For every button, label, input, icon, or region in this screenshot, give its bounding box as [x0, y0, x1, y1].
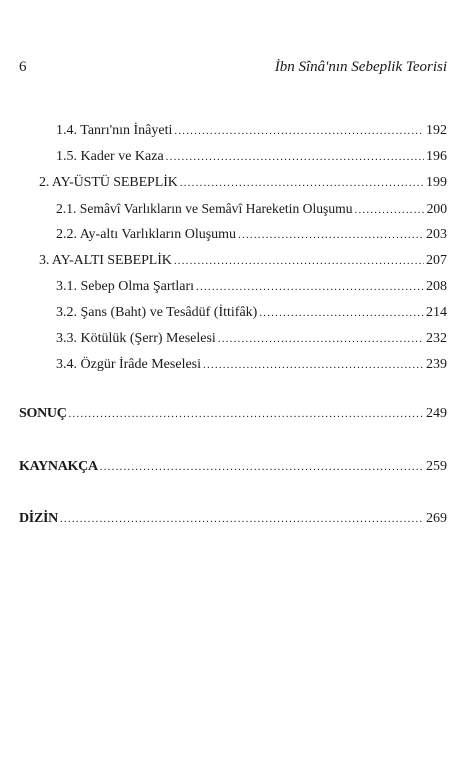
toc-entry-label: 2.1. Semâvî Varlıkların ve Semâvî Hareketin Oluşumu	[56, 201, 353, 216]
toc-entry-label: KAYNAKÇA	[19, 459, 98, 474]
toc-entry	[19, 458, 447, 476]
toc-entry-label: SONUÇ	[19, 406, 67, 421]
toc-entry-label: 3. AY-ALTI SEBEPLİK	[39, 253, 172, 268]
toc-entry-label: 3.1. Sebep Olma Şartları	[56, 279, 195, 294]
toc-entry	[56, 330, 447, 348]
dot-leader	[355, 201, 425, 219]
dot-leader	[69, 405, 424, 423]
toc-entry-label: 3.3. Kötülük (Şerr) Meselesi	[56, 331, 216, 346]
toc-entry-page: 203	[426, 227, 447, 242]
running-title: İbn Sînâ'nın Sebeplik Teorisi	[274, 59, 447, 75]
dot-leader	[180, 174, 424, 192]
toc-entry-page: 199	[426, 175, 447, 190]
toc-entry-label: 2.2. Ay-altı Varlıkların Oluşumu	[56, 227, 237, 242]
toc-entry	[19, 510, 447, 528]
dot-leader	[60, 510, 424, 528]
toc-entry-page: 208	[426, 279, 447, 294]
toc-entry-page: 239	[426, 357, 447, 372]
toc-entry-page: 207	[426, 253, 447, 268]
toc-entry	[56, 122, 447, 140]
toc-entry-page: 200	[426, 201, 447, 216]
toc-entry-page: 214	[426, 305, 447, 320]
toc-entry	[56, 304, 447, 322]
dot-leader	[203, 356, 424, 374]
toc-entry-page: 259	[426, 459, 447, 474]
toc-entry	[39, 174, 447, 192]
toc-entry-page: 192	[426, 123, 447, 138]
dot-leader	[259, 304, 424, 322]
toc-entry-label: 1.5. Kader ve Kaza	[56, 149, 164, 164]
dot-leader	[100, 458, 424, 476]
toc-entry-page: 232	[426, 331, 447, 346]
toc-entry	[56, 200, 447, 219]
toc-entry-page: 249	[426, 406, 447, 421]
toc-entry-label: 3.4. Özgür İrâde Meselesi	[56, 357, 202, 372]
dot-leader	[218, 330, 424, 348]
dot-leader	[174, 122, 424, 140]
dot-leader	[238, 226, 424, 244]
dot-leader	[166, 148, 424, 166]
toc-entry	[19, 405, 447, 423]
dot-leader	[196, 278, 424, 296]
toc-entry-label: 2. AY-ÜSTÜ SEBEPLİK	[39, 175, 178, 190]
page-number: 6	[19, 59, 27, 75]
dot-leader	[174, 252, 424, 270]
toc-entry-page: 269	[426, 511, 447, 526]
toc-entry-label: DİZİN	[19, 511, 58, 526]
toc-entry	[39, 252, 447, 270]
toc-entry	[56, 278, 447, 296]
toc-entry	[56, 148, 447, 166]
toc-entry	[56, 226, 447, 244]
toc-entry-label: 1.4. Tanrı'nın İnâyeti	[56, 123, 173, 138]
toc-entry-page: 196	[426, 149, 447, 164]
toc-entry-label: 3.2. Şans (Baht) ve Tesâdüf (İttifâk)	[56, 305, 258, 320]
toc-entry	[56, 356, 447, 374]
